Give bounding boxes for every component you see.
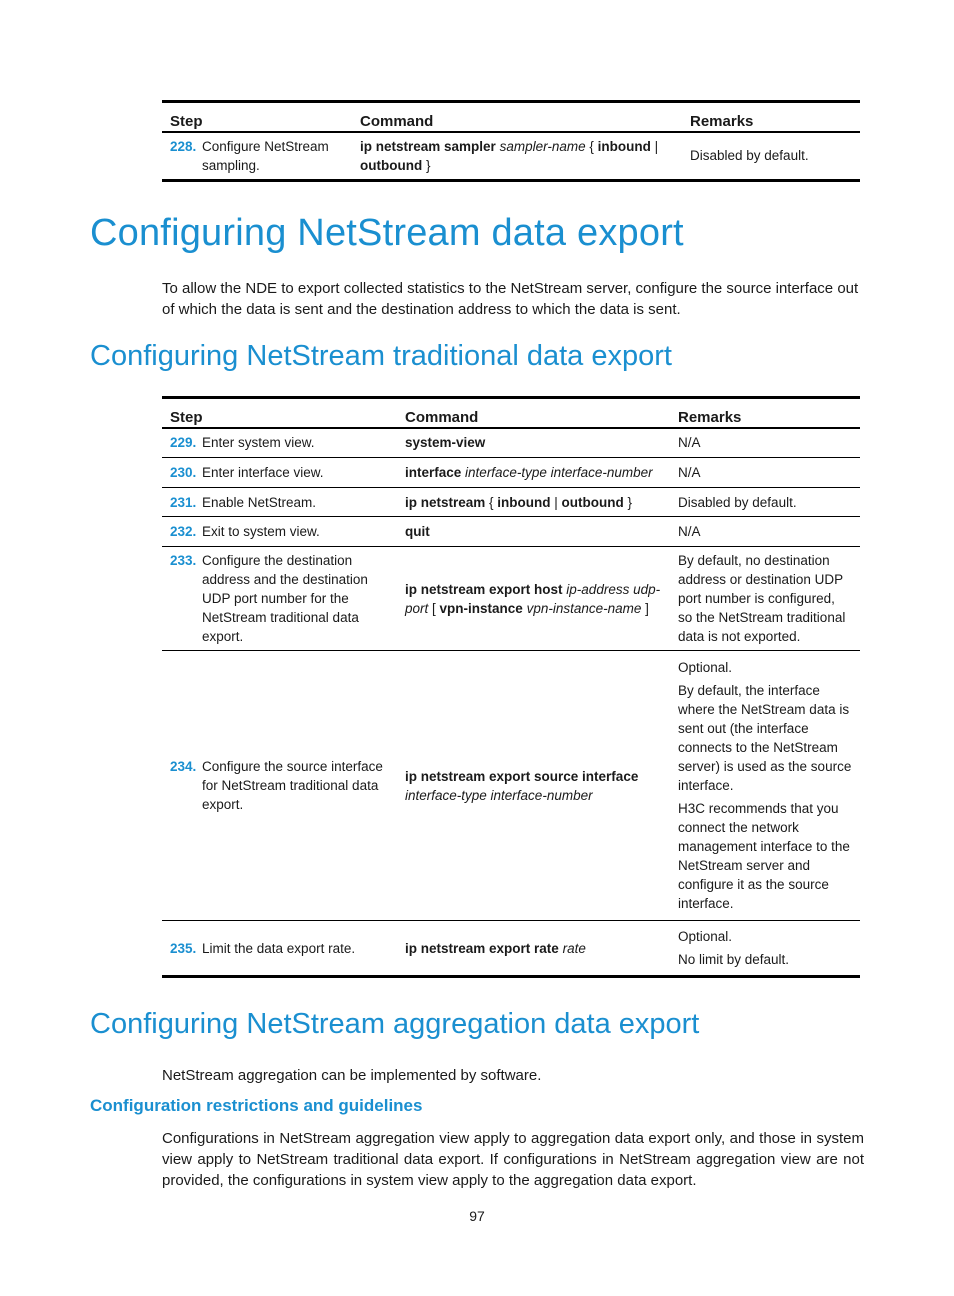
command-syntax: } bbox=[422, 157, 431, 173]
table-row bbox=[162, 428, 860, 458]
step-description: Configure the source interface for NetStream traditional data export. bbox=[202, 759, 383, 812]
step-description: Configure the destination address and the destination UDP port number for the NetStream traditional data export. bbox=[202, 553, 368, 644]
table-row bbox=[162, 651, 860, 921]
step-number: 230. bbox=[170, 465, 197, 480]
table-row bbox=[162, 132, 860, 181]
step-cell bbox=[162, 428, 397, 458]
remarks-cell bbox=[670, 458, 860, 488]
command-keyword: interface bbox=[405, 465, 462, 480]
command-keyword: outbound bbox=[360, 157, 423, 173]
remark-text: Optional. bbox=[678, 660, 733, 675]
remark-text: By default, the interface where the NetStream data is sent out (the interface connects to the NetStream server) is used as the source interface. bbox=[678, 683, 852, 793]
remark-text: N/A bbox=[678, 435, 701, 451]
col-header-remarks: Remarks bbox=[690, 112, 754, 130]
command-syntax: { bbox=[585, 138, 598, 154]
command-cell bbox=[352, 132, 682, 181]
command-syntax: } bbox=[623, 494, 633, 510]
remark-text: N/A bbox=[678, 465, 701, 480]
step-description: Limit the data export rate. bbox=[202, 940, 356, 956]
remark-text: Disabled by default. bbox=[690, 148, 809, 164]
command-syntax: ] bbox=[641, 600, 649, 616]
step-cell bbox=[162, 651, 397, 921]
step-cell bbox=[162, 458, 397, 488]
remarks-cell bbox=[670, 547, 860, 651]
remark-text: No limit by default. bbox=[678, 952, 790, 967]
page-number: 97 bbox=[469, 1208, 485, 1224]
col-header-remarks: Remarks bbox=[678, 408, 742, 426]
command-syntax: | bbox=[550, 494, 562, 510]
command-keyword: ip netstream export rate bbox=[405, 940, 559, 956]
restrictions-paragraph: Configurations in NetStream aggregation view apply to aggregation data export only, and those in system view apply to NetStream traditional data export. If configurations in NetStream aggregation view are not provided, the configurations in system view apply to the aggregation data export. bbox=[162, 1130, 864, 1189]
sampling-table bbox=[162, 100, 860, 182]
command-keyword: inbound bbox=[497, 494, 551, 510]
section-heading-aggregation: Configuring NetStream aggregation data export bbox=[90, 1008, 700, 1040]
command-cell bbox=[397, 428, 670, 458]
command-keyword: vpn-instance bbox=[439, 600, 523, 616]
command-syntax: { bbox=[485, 494, 498, 510]
traditional-export-table bbox=[162, 396, 860, 978]
col-header-command: Command bbox=[405, 408, 479, 426]
col-header-step: Step bbox=[170, 112, 203, 130]
command-keyword: ip netstream bbox=[405, 494, 486, 510]
remark-text: By default, no destination address or destination UDP port number is configured, so the NetStream traditional data is not exported. bbox=[678, 553, 846, 644]
table-row bbox=[162, 547, 860, 651]
command-syntax: [ bbox=[428, 600, 440, 616]
step-number: 235. bbox=[170, 940, 197, 956]
command-keyword: system-view bbox=[405, 435, 486, 451]
command-argument: interface-type interface-number bbox=[465, 465, 653, 480]
command-cell bbox=[397, 921, 670, 977]
step-number: 231. bbox=[170, 494, 197, 510]
command-keyword: ip netstream sampler bbox=[360, 138, 496, 154]
command-syntax: | bbox=[650, 138, 659, 154]
col-header-step: Step bbox=[170, 408, 203, 426]
step-number: 232. bbox=[170, 524, 197, 539]
remarks-cell bbox=[670, 651, 860, 921]
step-description: Enable NetStream. bbox=[202, 494, 317, 510]
step-cell bbox=[162, 517, 397, 547]
remark-text: N/A bbox=[678, 524, 701, 539]
command-cell bbox=[397, 488, 670, 517]
command-argument: ip-address udp-port bbox=[405, 581, 661, 616]
intro-paragraph: To allow the NDE to export collected statistics to the NetStream server, configure the source interface out of which the data is sent and the destination address to which the data is sent. bbox=[162, 280, 859, 318]
table-row bbox=[162, 921, 860, 977]
command-keyword: quit bbox=[405, 524, 430, 539]
table-row bbox=[162, 488, 860, 517]
step-description: Exit to system view. bbox=[202, 524, 320, 539]
step-description: Configure NetStream sampling. bbox=[202, 138, 329, 173]
col-header-command: Command bbox=[360, 112, 434, 130]
step-cell bbox=[162, 488, 397, 517]
command-keyword: ip netstream export host bbox=[405, 581, 563, 597]
command-keyword: inbound bbox=[597, 138, 651, 154]
step-description: Enter interface view. bbox=[202, 465, 324, 480]
step-cell bbox=[162, 547, 397, 651]
remark-text: Disabled by default. bbox=[678, 494, 797, 510]
remarks-cell bbox=[670, 517, 860, 547]
aggregation-paragraph: NetStream aggregation can be implemented by software. bbox=[162, 1067, 542, 1084]
section-heading-traditional: Configuring NetStream traditional data export bbox=[90, 340, 672, 372]
step-number: 228. bbox=[170, 138, 197, 154]
command-argument: sampler-name bbox=[499, 138, 586, 154]
step-number: 229. bbox=[170, 435, 197, 451]
table-row bbox=[162, 458, 860, 488]
remark-text: Optional. bbox=[678, 929, 733, 944]
step-number: 234. bbox=[170, 759, 197, 774]
remarks-cell bbox=[682, 132, 860, 181]
remarks-cell bbox=[670, 428, 860, 458]
step-cell bbox=[162, 921, 397, 977]
table-row bbox=[162, 517, 860, 547]
remarks-cell bbox=[670, 921, 860, 977]
command-argument: interface-type interface-number bbox=[405, 787, 593, 803]
command-cell bbox=[397, 517, 670, 547]
step-description: Enter system view. bbox=[202, 435, 315, 451]
command-keyword: outbound bbox=[561, 494, 624, 510]
command-keyword: ip netstream export source interface bbox=[405, 768, 639, 784]
command-cell bbox=[397, 458, 670, 488]
command-argument: rate bbox=[562, 940, 586, 956]
step-number: 233. bbox=[170, 553, 197, 568]
page-title: Configuring NetStream data export bbox=[90, 212, 684, 254]
step-cell bbox=[162, 132, 352, 181]
command-cell bbox=[397, 547, 670, 651]
remarks-cell bbox=[670, 488, 860, 517]
subsection-heading-restrictions: Configuration restrictions and guidelines bbox=[90, 1096, 423, 1115]
remark-text: H3C recommends that you connect the network management interface to the NetStream server and configure it as the source interface. bbox=[678, 801, 850, 911]
command-cell bbox=[397, 651, 670, 921]
command-argument: vpn-instance-name bbox=[526, 600, 642, 616]
